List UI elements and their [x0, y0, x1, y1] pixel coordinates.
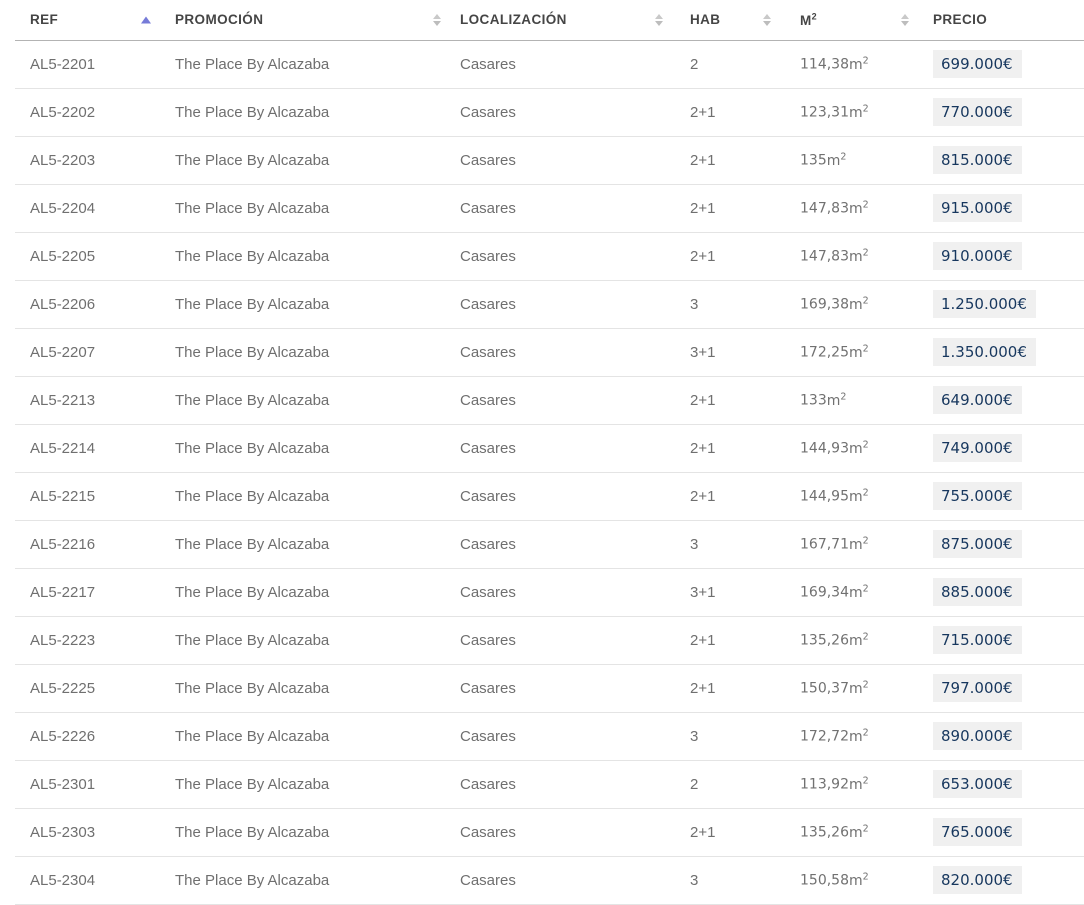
- promotion-cell: The Place By Alcazaba: [160, 40, 450, 88]
- ref-cell: AL5-2301: [15, 760, 160, 808]
- area-value: 114,38: [800, 56, 849, 73]
- hab-cell: 2: [672, 760, 780, 808]
- location-cell: Casares: [450, 376, 672, 424]
- hab-cell: 2+1: [672, 88, 780, 136]
- properties-table-container: [15, 0, 1084, 905]
- area-unit: $m^2$: [826, 151, 847, 169]
- price-badge: 875.000€: [933, 530, 1022, 559]
- hab-cell: 3: [672, 520, 780, 568]
- area-unit: $m^2$: [849, 439, 869, 457]
- hab-cell: 2+1: [672, 664, 780, 712]
- table-row[interactable]: [15, 520, 1084, 568]
- table-header: [15, 0, 1084, 40]
- table-row[interactable]: [15, 664, 1084, 712]
- table-row[interactable]: [15, 472, 1084, 520]
- column-label-ref: REF: [30, 12, 59, 28]
- table-row[interactable]: [15, 760, 1084, 808]
- table-row[interactable]: [15, 88, 1084, 136]
- column-label-localizacion: LOCALIZACIÓN: [460, 12, 567, 28]
- area-unit: $m^2$: [849, 247, 869, 265]
- promotion-cell: The Place By Alcazaba: [160, 664, 450, 712]
- price-cell: [918, 760, 1084, 808]
- ref-cell: AL5-2217: [15, 568, 160, 616]
- price-badge: 653.000€: [933, 770, 1022, 799]
- sort-both-icon: [655, 14, 663, 26]
- area-cell: [780, 520, 918, 568]
- price-badge: 715.000€: [933, 626, 1022, 655]
- area-unit: $m^2$: [849, 727, 869, 745]
- area-value: 144,93: [800, 440, 849, 457]
- price-cell: [918, 376, 1084, 424]
- area-unit: $m^2$: [849, 871, 869, 889]
- area-unit: $m^2$: [849, 679, 869, 697]
- price-badge: 755.000€: [933, 482, 1022, 511]
- location-cell: Casares: [450, 40, 672, 88]
- hab-cell: 2+1: [672, 616, 780, 664]
- area-unit: $m^2$: [849, 631, 869, 649]
- promotion-cell: The Place By Alcazaba: [160, 472, 450, 520]
- location-cell: Casares: [450, 472, 672, 520]
- location-cell: Casares: [450, 616, 672, 664]
- location-cell: Casares: [450, 856, 672, 904]
- ref-cell: AL5-2206: [15, 280, 160, 328]
- table-row[interactable]: [15, 232, 1084, 280]
- area-value: 123,31: [800, 104, 849, 121]
- table-row[interactable]: [15, 712, 1084, 760]
- promotion-cell: The Place By Alcazaba: [160, 376, 450, 424]
- area-value: 167,71: [800, 536, 849, 553]
- area-cell: [780, 808, 918, 856]
- column-label-precio: PRECIO: [933, 12, 988, 28]
- table-row[interactable]: [15, 808, 1084, 856]
- table-row[interactable]: [15, 184, 1084, 232]
- area-cell: [780, 232, 918, 280]
- area-value: 147,83: [800, 248, 849, 265]
- hab-cell: 2+1: [672, 472, 780, 520]
- ref-cell: AL5-2213: [15, 376, 160, 424]
- price-cell: [918, 88, 1084, 136]
- area-value: 133: [800, 392, 827, 409]
- price-badge: 815.000€: [933, 146, 1022, 175]
- location-cell: Casares: [450, 568, 672, 616]
- area-value: 135,26: [800, 632, 849, 649]
- properties-table: [15, 0, 1084, 905]
- promotion-cell: The Place By Alcazaba: [160, 280, 450, 328]
- area-cell: [780, 184, 918, 232]
- area-cell: [780, 328, 918, 376]
- area-unit: $m^2$: [849, 55, 869, 73]
- ref-cell: AL5-2304: [15, 856, 160, 904]
- area-cell: [780, 472, 918, 520]
- area-cell: [780, 280, 918, 328]
- area-unit: $m^2$: [849, 583, 869, 601]
- area-value: 150,58: [800, 872, 849, 889]
- price-cell: [918, 856, 1084, 904]
- table-row[interactable]: [15, 328, 1084, 376]
- location-cell: Casares: [450, 808, 672, 856]
- area-value: 150,37: [800, 680, 849, 697]
- location-cell: Casares: [450, 520, 672, 568]
- promotion-cell: The Place By Alcazaba: [160, 424, 450, 472]
- table-row[interactable]: [15, 568, 1084, 616]
- area-value: 113,92: [800, 776, 849, 793]
- column-label-hab: HAB: [690, 12, 721, 28]
- promotion-cell: The Place By Alcazaba: [160, 520, 450, 568]
- sort-both-icon: [901, 14, 909, 26]
- area-cell: [780, 568, 918, 616]
- header-row: [15, 0, 1084, 40]
- sort-both-icon: [433, 14, 441, 26]
- location-cell: Casares: [450, 184, 672, 232]
- ref-cell: AL5-2215: [15, 472, 160, 520]
- column-header-precio[interactable]: [918, 0, 1084, 40]
- hab-cell: 2+1: [672, 376, 780, 424]
- ref-cell: AL5-2225: [15, 664, 160, 712]
- hab-cell: 3+1: [672, 328, 780, 376]
- promotion-cell: The Place By Alcazaba: [160, 328, 450, 376]
- price-cell: [918, 808, 1084, 856]
- promotion-cell: The Place By Alcazaba: [160, 712, 450, 760]
- ref-cell: AL5-2216: [15, 520, 160, 568]
- ref-cell: AL5-2202: [15, 88, 160, 136]
- location-cell: Casares: [450, 232, 672, 280]
- ref-cell: AL5-2203: [15, 136, 160, 184]
- price-badge: 699.000€: [933, 50, 1022, 79]
- location-cell: Casares: [450, 88, 672, 136]
- price-badge: 910.000€: [933, 242, 1022, 271]
- location-cell: Casares: [450, 664, 672, 712]
- hab-cell: 2+1: [672, 232, 780, 280]
- price-badge: 885.000€: [933, 578, 1022, 607]
- column-header-m2[interactable]: [780, 0, 918, 40]
- area-value: 169,38: [800, 296, 849, 313]
- ref-cell: AL5-2223: [15, 616, 160, 664]
- table-row[interactable]: [15, 376, 1084, 424]
- area-cell: [780, 424, 918, 472]
- column-label-promocion: PROMOCIÓN: [175, 12, 264, 28]
- sort-both-icon: [763, 14, 771, 26]
- price-cell: [918, 712, 1084, 760]
- area-unit: $m^2$: [849, 823, 869, 841]
- price-cell: [918, 664, 1084, 712]
- table-row[interactable]: [15, 424, 1084, 472]
- location-cell: Casares: [450, 760, 672, 808]
- area-cell: [780, 616, 918, 664]
- price-badge: 1.350.000€: [933, 338, 1036, 367]
- price-cell: [918, 232, 1084, 280]
- promotion-cell: The Place By Alcazaba: [160, 136, 450, 184]
- price-cell: [918, 328, 1084, 376]
- table-row[interactable]: [15, 40, 1084, 88]
- table-body: [15, 40, 1084, 904]
- location-cell: Casares: [450, 424, 672, 472]
- area-value: 147,83: [800, 200, 849, 217]
- price-cell: [918, 520, 1084, 568]
- ref-cell: AL5-2204: [15, 184, 160, 232]
- price-cell: [918, 616, 1084, 664]
- location-cell: Casares: [450, 328, 672, 376]
- area-unit: $m^2$: [849, 487, 869, 505]
- price-cell: [918, 472, 1084, 520]
- area-cell: [780, 760, 918, 808]
- area-value: 135: [800, 152, 827, 169]
- area-cell: [780, 712, 918, 760]
- promotion-cell: The Place By Alcazaba: [160, 856, 450, 904]
- price-badge: 797.000€: [933, 674, 1022, 703]
- hab-cell: 2: [672, 40, 780, 88]
- area-cell: [780, 664, 918, 712]
- hab-cell: 2+1: [672, 184, 780, 232]
- price-badge: 915.000€: [933, 194, 1022, 223]
- area-cell: [780, 88, 918, 136]
- ref-cell: AL5-2303: [15, 808, 160, 856]
- price-cell: [918, 136, 1084, 184]
- location-cell: Casares: [450, 712, 672, 760]
- column-label-m2: $M^2$: [800, 11, 818, 28]
- ref-cell: AL5-2226: [15, 712, 160, 760]
- area-value: 144,95: [800, 488, 849, 505]
- price-badge: 649.000€: [933, 386, 1022, 415]
- location-cell: Casares: [450, 280, 672, 328]
- area-value: 172,25: [800, 344, 849, 361]
- area-cell: [780, 856, 918, 904]
- promotion-cell: The Place By Alcazaba: [160, 760, 450, 808]
- promotion-cell: The Place By Alcazaba: [160, 88, 450, 136]
- promotion-cell: The Place By Alcazaba: [160, 568, 450, 616]
- area-cell: [780, 136, 918, 184]
- promotion-cell: The Place By Alcazaba: [160, 184, 450, 232]
- table-row[interactable]: [15, 856, 1084, 904]
- column-header-hab[interactable]: [672, 0, 780, 40]
- price-badge: 1.250.000€: [933, 290, 1036, 319]
- column-header-localizacion[interactable]: [450, 0, 672, 40]
- price-badge: 890.000€: [933, 722, 1022, 751]
- ref-cell: AL5-2207: [15, 328, 160, 376]
- area-cell: [780, 376, 918, 424]
- area-unit: $m^2$: [849, 535, 869, 553]
- table-row[interactable]: [15, 280, 1084, 328]
- area-cell: [780, 40, 918, 88]
- price-cell: [918, 424, 1084, 472]
- area-unit: $m^2$: [849, 199, 869, 217]
- area-unit: $m^2$: [826, 391, 847, 409]
- location-cell: Casares: [450, 136, 672, 184]
- price-cell: [918, 40, 1084, 88]
- hab-cell: 2+1: [672, 136, 780, 184]
- sort-ascending-icon: [141, 16, 151, 23]
- price-cell: [918, 280, 1084, 328]
- area-unit: $m^2$: [849, 103, 869, 121]
- column-header-promocion[interactable]: [160, 0, 450, 40]
- promotion-cell: The Place By Alcazaba: [160, 808, 450, 856]
- area-unit: $m^2$: [849, 775, 869, 793]
- ref-cell: AL5-2205: [15, 232, 160, 280]
- hab-cell: 3: [672, 280, 780, 328]
- price-cell: [918, 568, 1084, 616]
- hab-cell: 3: [672, 856, 780, 904]
- ref-cell: AL5-2214: [15, 424, 160, 472]
- area-unit: $m^2$: [849, 295, 869, 313]
- area-unit: $m^2$: [849, 343, 869, 361]
- hab-cell: 2+1: [672, 808, 780, 856]
- ref-cell: AL5-2201: [15, 40, 160, 88]
- hab-cell: 3+1: [672, 568, 780, 616]
- area-value: 172,72: [800, 728, 849, 745]
- price-badge: 820.000€: [933, 866, 1022, 895]
- price-cell: [918, 184, 1084, 232]
- price-badge: 770.000€: [933, 98, 1022, 127]
- area-value: 135,26: [800, 824, 849, 841]
- price-badge: 749.000€: [933, 434, 1022, 463]
- column-header-ref[interactable]: [15, 0, 160, 40]
- price-badge: 765.000€: [933, 818, 1022, 847]
- promotion-cell: The Place By Alcazaba: [160, 616, 450, 664]
- table-row[interactable]: [15, 136, 1084, 184]
- hab-cell: 3: [672, 712, 780, 760]
- table-row[interactable]: [15, 616, 1084, 664]
- promotion-cell: The Place By Alcazaba: [160, 232, 450, 280]
- area-value: 169,34: [800, 584, 849, 601]
- hab-cell: 2+1: [672, 424, 780, 472]
